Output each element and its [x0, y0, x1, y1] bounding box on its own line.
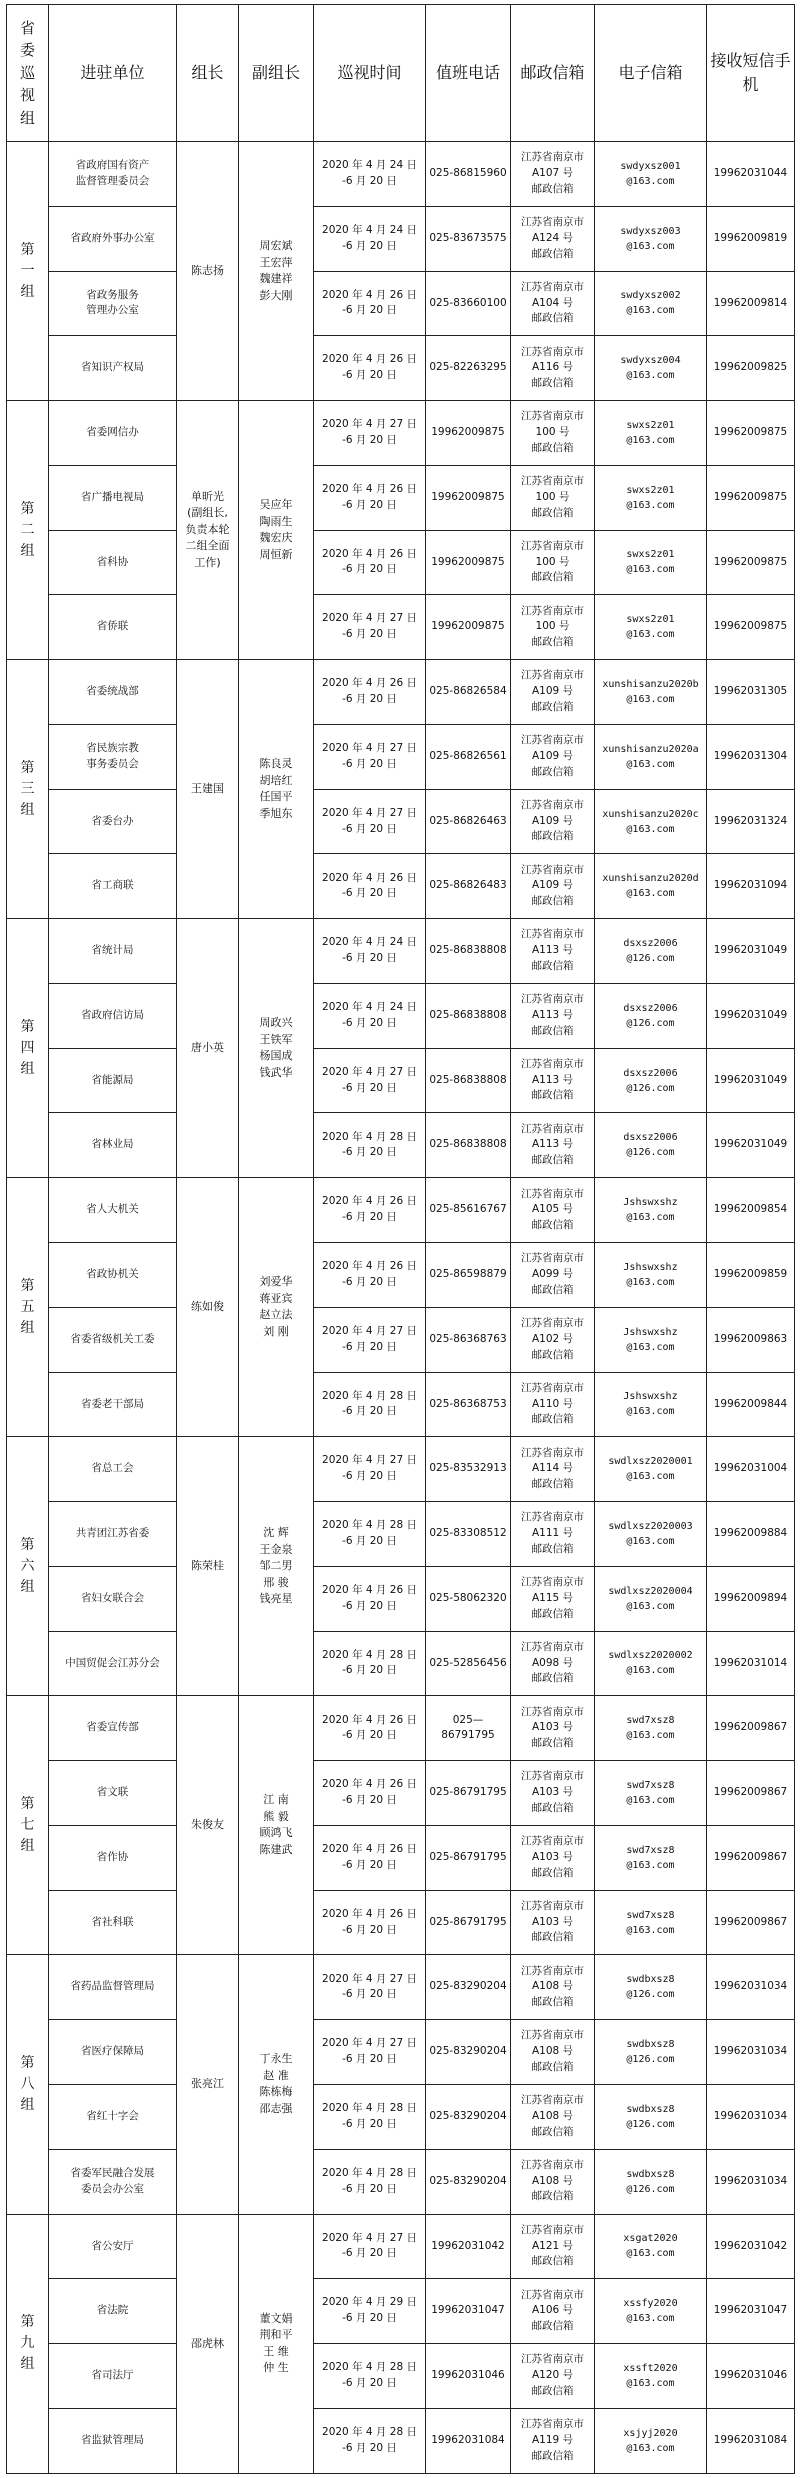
inspection-time: 2020 年 4 月 26 日 -6 月 20 日 [314, 1243, 426, 1308]
duty-phone: 025-86368763 [426, 1307, 511, 1372]
sms-mobile: 19962009825 [707, 336, 795, 401]
sms-mobile: 19962009854 [707, 1178, 795, 1243]
postal-box: 江苏省南京市 A109 号 邮政信箱 [511, 789, 595, 854]
sms-mobile: 19962009875 [707, 465, 795, 530]
inspection-time: 2020 年 4 月 28 日 -6 月 20 日 [314, 1372, 426, 1437]
unit-name: 省委省级机关工委 [49, 1307, 177, 1372]
email-address: swd7xsz8 @163.com [595, 1825, 707, 1890]
table-row [7, 530, 795, 595]
inspection-time: 2020 年 4 月 27 日 -6 月 20 日 [314, 1437, 426, 1502]
table-row [7, 2344, 795, 2409]
sms-mobile: 19962009867 [707, 1761, 795, 1826]
inspection-time: 2020 年 4 月 26 日 -6 月 20 日 [314, 1696, 426, 1761]
inspection-time: 2020 年 4 月 27 日 -6 月 20 日 [314, 1307, 426, 1372]
duty-phone: 025-83290204 [426, 2020, 511, 2085]
inspection-time: 2020 年 4 月 28 日 -6 月 20 日 [314, 1502, 426, 1567]
postal-box: 江苏省南京市 A121 号 邮政信箱 [511, 2214, 595, 2279]
table-row [7, 789, 795, 854]
header-leader: 组长 [177, 5, 239, 142]
inspection-time: 2020 年 4 月 26 日 -6 月 20 日 [314, 530, 426, 595]
inspection-time: 2020 年 4 月 26 日 -6 月 20 日 [314, 1825, 426, 1890]
inspection-time: 2020 年 4 月 27 日 -6 月 20 日 [314, 724, 426, 789]
table-row [7, 1178, 795, 1243]
postal-box: 江苏省南京市 100 号 邮政信箱 [511, 530, 595, 595]
email-address: xunshisanzu2020d @163.com [595, 854, 707, 919]
duty-phone: 19962031084 [426, 2408, 511, 2473]
postal-box: 江苏省南京市 A108 号 邮政信箱 [511, 2149, 595, 2214]
unit-name: 省委台办 [49, 789, 177, 854]
sms-mobile: 19962009863 [707, 1307, 795, 1372]
duty-phone: 025-86838808 [426, 1048, 511, 1113]
group-leader: 练如俊 [177, 1178, 239, 1437]
table-row [7, 1631, 795, 1696]
unit-name: 省司法厅 [49, 2344, 177, 2409]
group-leader: 朱俊友 [177, 1696, 239, 1955]
inspection-time: 2020 年 4 月 24 日 -6 月 20 日 [314, 983, 426, 1048]
table-row [7, 2408, 795, 2473]
group-leader: 王建国 [177, 660, 239, 919]
duty-phone: 025-86791795 [426, 1890, 511, 1955]
table-row [7, 919, 795, 984]
header-sms: 接收短信手机 [707, 5, 795, 142]
postal-box: 江苏省南京市 A115 号 邮政信箱 [511, 1566, 595, 1631]
duty-phone: 025-83290204 [426, 1955, 511, 2020]
sms-mobile: 19962031014 [707, 1631, 795, 1696]
group-leader: 单昕光 (副组长, 负责本轮 二组全面 工作) [177, 401, 239, 660]
sms-mobile: 19962031305 [707, 660, 795, 725]
group-name: 第 三 组 [7, 660, 49, 919]
inspection-time: 2020 年 4 月 27 日 -6 月 20 日 [314, 789, 426, 854]
duty-phone: 19962009875 [426, 530, 511, 595]
email-address: swdbxsz8 @126.com [595, 1955, 707, 2020]
email-address: swdlxsz2020001 @163.com [595, 1437, 707, 1502]
header-deputy: 副组长 [239, 5, 314, 142]
postal-box: 江苏省南京市 100 号 邮政信箱 [511, 465, 595, 530]
sms-mobile: 19962031046 [707, 2344, 795, 2409]
sms-mobile: 19962031004 [707, 1437, 795, 1502]
duty-phone: 025-83308512 [426, 1502, 511, 1567]
group-name: 第 八 组 [7, 1955, 49, 2214]
inspection-time: 2020 年 4 月 26 日 -6 月 20 日 [314, 336, 426, 401]
email-address: swdbxsz8 @126.com [595, 2084, 707, 2149]
postal-box: 江苏省南京市 A103 号 邮政信箱 [511, 1761, 595, 1826]
email-address: swxs2z01 @163.com [595, 530, 707, 595]
deputy-leaders: 刘爱华 蒋亚宾 赵立法 刘 刚 [239, 1178, 314, 1437]
unit-name: 省药品监督管理局 [49, 1955, 177, 2020]
unit-name: 省委网信办 [49, 401, 177, 466]
duty-phone: 025-86838808 [426, 1113, 511, 1178]
sms-mobile: 19962031049 [707, 1113, 795, 1178]
postal-box: 江苏省南京市 A103 号 邮政信箱 [511, 1890, 595, 1955]
duty-phone: 025-86598879 [426, 1243, 511, 1308]
table-row [7, 2279, 795, 2344]
inspection-time: 2020 年 4 月 29 日 -6 月 20 日 [314, 2279, 426, 2344]
table-row [7, 1761, 795, 1826]
postal-box: 江苏省南京市 A116 号 邮政信箱 [511, 336, 595, 401]
table-row [7, 206, 795, 271]
postal-box: 江苏省南京市 A108 号 邮政信箱 [511, 2084, 595, 2149]
email-address: swdlxsz2020002 @163.com [595, 1631, 707, 1696]
unit-name: 省医疗保障局 [49, 2020, 177, 2085]
unit-name: 省广播电视局 [49, 465, 177, 530]
email-address: Jshswxshz @163.com [595, 1307, 707, 1372]
inspection-time: 2020 年 4 月 24 日 -6 月 20 日 [314, 919, 426, 984]
unit-name: 省社科联 [49, 1890, 177, 1955]
unit-name: 省工商联 [49, 854, 177, 919]
unit-name: 省政务服务 管理办公室 [49, 271, 177, 336]
email-address: swd7xsz8 @163.com [595, 1761, 707, 1826]
inspection-time: 2020 年 4 月 28 日 -6 月 20 日 [314, 1113, 426, 1178]
duty-phone: 025-82263295 [426, 336, 511, 401]
duty-phone: 025-86826463 [426, 789, 511, 854]
unit-name: 共青团江苏省委 [49, 1502, 177, 1567]
inspection-time: 2020 年 4 月 26 日 -6 月 20 日 [314, 1890, 426, 1955]
table-body [7, 142, 795, 2474]
inspection-time: 2020 年 4 月 27 日 -6 月 20 日 [314, 1955, 426, 2020]
duty-phone: 025—86791795 [426, 1696, 511, 1761]
unit-name: 省能源局 [49, 1048, 177, 1113]
email-address: xsjyj2020 @163.com [595, 2408, 707, 2473]
header-tel: 值班电话 [426, 5, 511, 142]
duty-phone: 025-86815960 [426, 142, 511, 207]
email-address: swd7xsz8 @163.com [595, 1696, 707, 1761]
email-address: swdbxsz8 @126.com [595, 2020, 707, 2085]
unit-name: 省人大机关 [49, 1178, 177, 1243]
email-address: swdyxsz002 @163.com [595, 271, 707, 336]
sms-mobile: 19962009875 [707, 401, 795, 466]
duty-phone: 025-83660100 [426, 271, 511, 336]
unit-name: 省红十字会 [49, 2084, 177, 2149]
unit-name: 省政府外事办公室 [49, 206, 177, 271]
table-row [7, 2020, 795, 2085]
postal-box: 江苏省南京市 A111 号 邮政信箱 [511, 1502, 595, 1567]
unit-name: 省文联 [49, 1761, 177, 1826]
sms-mobile: 19962009884 [707, 1502, 795, 1567]
postal-box: 江苏省南京市 A098 号 邮政信箱 [511, 1631, 595, 1696]
inspection-time: 2020 年 4 月 26 日 -6 月 20 日 [314, 1566, 426, 1631]
unit-name: 省政府信访局 [49, 983, 177, 1048]
deputy-leaders: 丁永生 赵 准 陈栋梅 邵志强 [239, 1955, 314, 2214]
duty-phone: 025-83673575 [426, 206, 511, 271]
duty-phone: 025-52856456 [426, 1631, 511, 1696]
deputy-leaders: 沈 辉 王金泉 邹二男 邢 骏 钱亮星 [239, 1437, 314, 1696]
sms-mobile: 19962031047 [707, 2279, 795, 2344]
group-leader: 张亮江 [177, 1955, 239, 2214]
email-address: xsgat2020 @163.com [595, 2214, 707, 2279]
sms-mobile: 19962031304 [707, 724, 795, 789]
postal-box: 江苏省南京市 A102 号 邮政信箱 [511, 1307, 595, 1372]
duty-phone: 19962031047 [426, 2279, 511, 2344]
inspection-time: 2020 年 4 月 26 日 -6 月 20 日 [314, 854, 426, 919]
duty-phone: 025-85616767 [426, 1178, 511, 1243]
postal-box: 江苏省南京市 A105 号 邮政信箱 [511, 1178, 595, 1243]
sms-mobile: 19962031034 [707, 1955, 795, 2020]
postal-box: 江苏省南京市 A113 号 邮政信箱 [511, 1048, 595, 1113]
unit-name: 省作协 [49, 1825, 177, 1890]
duty-phone: 025-86826561 [426, 724, 511, 789]
postal-box: 江苏省南京市 A120 号 邮政信箱 [511, 2344, 595, 2409]
postal-box: 江苏省南京市 A109 号 邮政信箱 [511, 660, 595, 725]
sms-mobile: 19962031094 [707, 854, 795, 919]
group-name: 第 二 组 [7, 401, 49, 660]
duty-phone: 025-86838808 [426, 983, 511, 1048]
postal-box: 江苏省南京市 A114 号 邮政信箱 [511, 1437, 595, 1502]
email-address: xunshisanzu2020b @163.com [595, 660, 707, 725]
duty-phone: 025-83532913 [426, 1437, 511, 1502]
email-address: swdyxsz001 @163.com [595, 142, 707, 207]
postal-box: 江苏省南京市 A106 号 邮政信箱 [511, 2279, 595, 2344]
inspection-time: 2020 年 4 月 27 日 -6 月 20 日 [314, 595, 426, 660]
table-row [7, 2149, 795, 2214]
inspection-time: 2020 年 4 月 28 日 -6 月 20 日 [314, 2149, 426, 2214]
duty-phone: 025-83290204 [426, 2084, 511, 2149]
table-row [7, 401, 795, 466]
email-address: swxs2z01 @163.com [595, 595, 707, 660]
inspection-time: 2020 年 4 月 26 日 -6 月 20 日 [314, 1761, 426, 1826]
table-row [7, 1307, 795, 1372]
deputy-leaders: 董文娟 荆和平 王 维 仲 生 [239, 2214, 314, 2474]
table-row [7, 595, 795, 660]
email-address: swxs2z01 @163.com [595, 465, 707, 530]
table-row [7, 465, 795, 530]
postal-box: 江苏省南京市 A099 号 邮政信箱 [511, 1243, 595, 1308]
duty-phone: 19962031042 [426, 2214, 511, 2279]
email-address: Jshswxshz @163.com [595, 1243, 707, 1308]
group-name: 第 一 组 [7, 142, 49, 401]
sms-mobile: 19962031049 [707, 919, 795, 984]
postal-box: 江苏省南京市 A113 号 邮政信箱 [511, 919, 595, 984]
sms-mobile: 19962031324 [707, 789, 795, 854]
sms-mobile: 19962009814 [707, 271, 795, 336]
unit-name: 省委老干部局 [49, 1372, 177, 1437]
table-row [7, 1048, 795, 1113]
inspection-time: 2020 年 4 月 27 日 -6 月 20 日 [314, 1048, 426, 1113]
duty-phone: 025-86826584 [426, 660, 511, 725]
deputy-leaders: 陈良灵 胡培红 任国平 季旭东 [239, 660, 314, 919]
table-row [7, 1113, 795, 1178]
group-leader: 陈志扬 [177, 142, 239, 401]
sms-mobile: 19962009867 [707, 1696, 795, 1761]
postal-box: 江苏省南京市 A109 号 邮政信箱 [511, 854, 595, 919]
deputy-leaders: 吴应年 陶雨生 魏宏庆 周恒新 [239, 401, 314, 660]
table-row [7, 1502, 795, 1567]
unit-name: 省政协机关 [49, 1243, 177, 1308]
header-unit: 进驻单位 [49, 5, 177, 142]
duty-phone: 19962009875 [426, 595, 511, 660]
inspection-schedule-table [6, 4, 795, 2474]
sms-mobile: 19962009844 [707, 1372, 795, 1437]
header-email: 电子信箱 [595, 5, 707, 142]
table-row [7, 1566, 795, 1631]
inspection-time: 2020 年 4 月 28 日 -6 月 20 日 [314, 2408, 426, 2473]
table-row [7, 142, 795, 207]
postal-box: 江苏省南京市 A124 号 邮政信箱 [511, 206, 595, 271]
table-row [7, 1437, 795, 1502]
unit-name: 省统计局 [49, 919, 177, 984]
group-leader: 唐小英 [177, 919, 239, 1178]
sms-mobile: 19962009819 [707, 206, 795, 271]
inspection-time: 2020 年 4 月 26 日 -6 月 20 日 [314, 465, 426, 530]
postal-box: 江苏省南京市 A103 号 邮政信箱 [511, 1696, 595, 1761]
deputy-leaders: 周宏斌 王宏萍 魏建祥 彭大刚 [239, 142, 314, 401]
inspection-time: 2020 年 4 月 28 日 -6 月 20 日 [314, 2084, 426, 2149]
sms-mobile: 19962031049 [707, 983, 795, 1048]
inspection-time: 2020 年 4 月 26 日 -6 月 20 日 [314, 660, 426, 725]
inspection-time: 2020 年 4 月 24 日 -6 月 20 日 [314, 142, 426, 207]
inspection-time: 2020 年 4 月 27 日 -6 月 20 日 [314, 2020, 426, 2085]
unit-name: 省林业局 [49, 1113, 177, 1178]
email-address: xssft2020 @163.com [595, 2344, 707, 2409]
table-row [7, 1696, 795, 1761]
sms-mobile: 19962031049 [707, 1048, 795, 1113]
sms-mobile: 19962031042 [707, 2214, 795, 2279]
duty-phone: 025-83290204 [426, 2149, 511, 2214]
table-row [7, 854, 795, 919]
duty-phone: 025-86368753 [426, 1372, 511, 1437]
sms-mobile: 19962009875 [707, 595, 795, 660]
table-row [7, 1955, 795, 2020]
email-address: xunshisanzu2020c @163.com [595, 789, 707, 854]
sms-mobile: 19962009867 [707, 1890, 795, 1955]
email-address: dsxsz2006 @126.com [595, 919, 707, 984]
email-address: swdyxsz004 @163.com [595, 336, 707, 401]
duty-phone: 025-86826483 [426, 854, 511, 919]
email-address: swxs2z01 @163.com [595, 401, 707, 466]
header-time: 巡视时间 [314, 5, 426, 142]
table-row [7, 336, 795, 401]
group-leader: 邵虎林 [177, 2214, 239, 2474]
postal-box: 江苏省南京市 A103 号 邮政信箱 [511, 1825, 595, 1890]
email-address: swdlxsz2020004 @163.com [595, 1566, 707, 1631]
table-row [7, 271, 795, 336]
header-post: 邮政信箱 [511, 5, 595, 142]
table-row [7, 1243, 795, 1308]
table-row [7, 1825, 795, 1890]
duty-phone: 025-58062320 [426, 1566, 511, 1631]
table-row [7, 2084, 795, 2149]
unit-name: 省政府国有资产 监督管理委员会 [49, 142, 177, 207]
group-leader: 陈荣桂 [177, 1437, 239, 1696]
unit-name: 省知识产权局 [49, 336, 177, 401]
inspection-time: 2020 年 4 月 27 日 -6 月 20 日 [314, 2214, 426, 2279]
sms-mobile: 19962009867 [707, 1825, 795, 1890]
group-name: 第 九 组 [7, 2214, 49, 2474]
email-address: swdbxsz8 @126.com [595, 2149, 707, 2214]
sms-mobile: 19962009875 [707, 530, 795, 595]
postal-box: 江苏省南京市 A108 号 邮政信箱 [511, 2020, 595, 2085]
postal-box: 江苏省南京市 A109 号 邮政信箱 [511, 724, 595, 789]
unit-name: 省委统战部 [49, 660, 177, 725]
postal-box: 江苏省南京市 A110 号 邮政信箱 [511, 1372, 595, 1437]
postal-box: 江苏省南京市 100 号 邮政信箱 [511, 401, 595, 466]
unit-name: 中国贸促会江苏分会 [49, 1631, 177, 1696]
postal-box: 江苏省南京市 A108 号 邮政信箱 [511, 1955, 595, 2020]
postal-box: 江苏省南京市 A113 号 邮政信箱 [511, 1113, 595, 1178]
email-address: dsxsz2006 @126.com [595, 1048, 707, 1113]
sms-mobile: 19962031034 [707, 2084, 795, 2149]
inspection-time: 2020 年 4 月 28 日 -6 月 20 日 [314, 1631, 426, 1696]
email-address: swd7xsz8 @163.com [595, 1890, 707, 1955]
table-row [7, 983, 795, 1048]
header-row [7, 5, 795, 142]
inspection-time: 2020 年 4 月 26 日 -6 月 20 日 [314, 271, 426, 336]
table-row [7, 2214, 795, 2279]
inspection-time: 2020 年 4 月 24 日 -6 月 20 日 [314, 206, 426, 271]
sms-mobile: 19962009894 [707, 1566, 795, 1631]
email-address: Jshswxshz @163.com [595, 1372, 707, 1437]
email-address: swdyxsz003 @163.com [595, 206, 707, 271]
deputy-leaders: 周政兴 王铁军 杨国成 钱武华 [239, 919, 314, 1178]
unit-name: 省科协 [49, 530, 177, 595]
deputy-leaders: 江 南 熊 毅 顾鸿飞 陈建武 [239, 1696, 314, 1955]
group-name: 第 四 组 [7, 919, 49, 1178]
table-row [7, 724, 795, 789]
unit-name: 省公安厅 [49, 2214, 177, 2279]
unit-name: 省委宣传部 [49, 1696, 177, 1761]
duty-phone: 19962031046 [426, 2344, 511, 2409]
duty-phone: 025-86838808 [426, 919, 511, 984]
inspection-time: 2020 年 4 月 28 日 -6 月 20 日 [314, 2344, 426, 2409]
group-name: 第 五 组 [7, 1178, 49, 1437]
unit-name: 省总工会 [49, 1437, 177, 1502]
inspection-time: 2020 年 4 月 27 日 -6 月 20 日 [314, 401, 426, 466]
sms-mobile: 19962009859 [707, 1243, 795, 1308]
email-address: xunshisanzu2020a @163.com [595, 724, 707, 789]
duty-phone: 19962009875 [426, 401, 511, 466]
duty-phone: 025-86791795 [426, 1761, 511, 1826]
group-name: 第 七 组 [7, 1696, 49, 1955]
table-row [7, 660, 795, 725]
email-address: xssfy2020 @163.com [595, 2279, 707, 2344]
unit-name: 省侨联 [49, 595, 177, 660]
email-address: dsxsz2006 @126.com [595, 1113, 707, 1178]
unit-name: 省妇女联合会 [49, 1566, 177, 1631]
sms-mobile: 19962031084 [707, 2408, 795, 2473]
duty-phone: 19962009875 [426, 465, 511, 530]
email-address: swdlxsz2020003 @163.com [595, 1502, 707, 1567]
postal-box: 江苏省南京市 A113 号 邮政信箱 [511, 983, 595, 1048]
sms-mobile: 19962031044 [707, 142, 795, 207]
postal-box: 江苏省南京市 100 号 邮政信箱 [511, 595, 595, 660]
header-group: 省 委 巡 视 组 [7, 5, 49, 142]
table-row [7, 1372, 795, 1437]
postal-box: 江苏省南京市 A107 号 邮政信箱 [511, 142, 595, 207]
unit-name: 省监狱管理局 [49, 2408, 177, 2473]
duty-phone: 025-86791795 [426, 1825, 511, 1890]
email-address: dsxsz2006 @126.com [595, 983, 707, 1048]
unit-name: 省法院 [49, 2279, 177, 2344]
postal-box: 江苏省南京市 A119 号 邮政信箱 [511, 2408, 595, 2473]
unit-name: 省民族宗教 事务委员会 [49, 724, 177, 789]
inspection-time: 2020 年 4 月 26 日 -6 月 20 日 [314, 1178, 426, 1243]
postal-box: 江苏省南京市 A104 号 邮政信箱 [511, 271, 595, 336]
sms-mobile: 19962031034 [707, 2149, 795, 2214]
unit-name: 省委军民融合发展 委员会办公室 [49, 2149, 177, 2214]
table-row [7, 1890, 795, 1955]
group-name: 第 六 组 [7, 1437, 49, 1696]
email-address: Jshswxshz @163.com [595, 1178, 707, 1243]
sms-mobile: 19962031034 [707, 2020, 795, 2085]
